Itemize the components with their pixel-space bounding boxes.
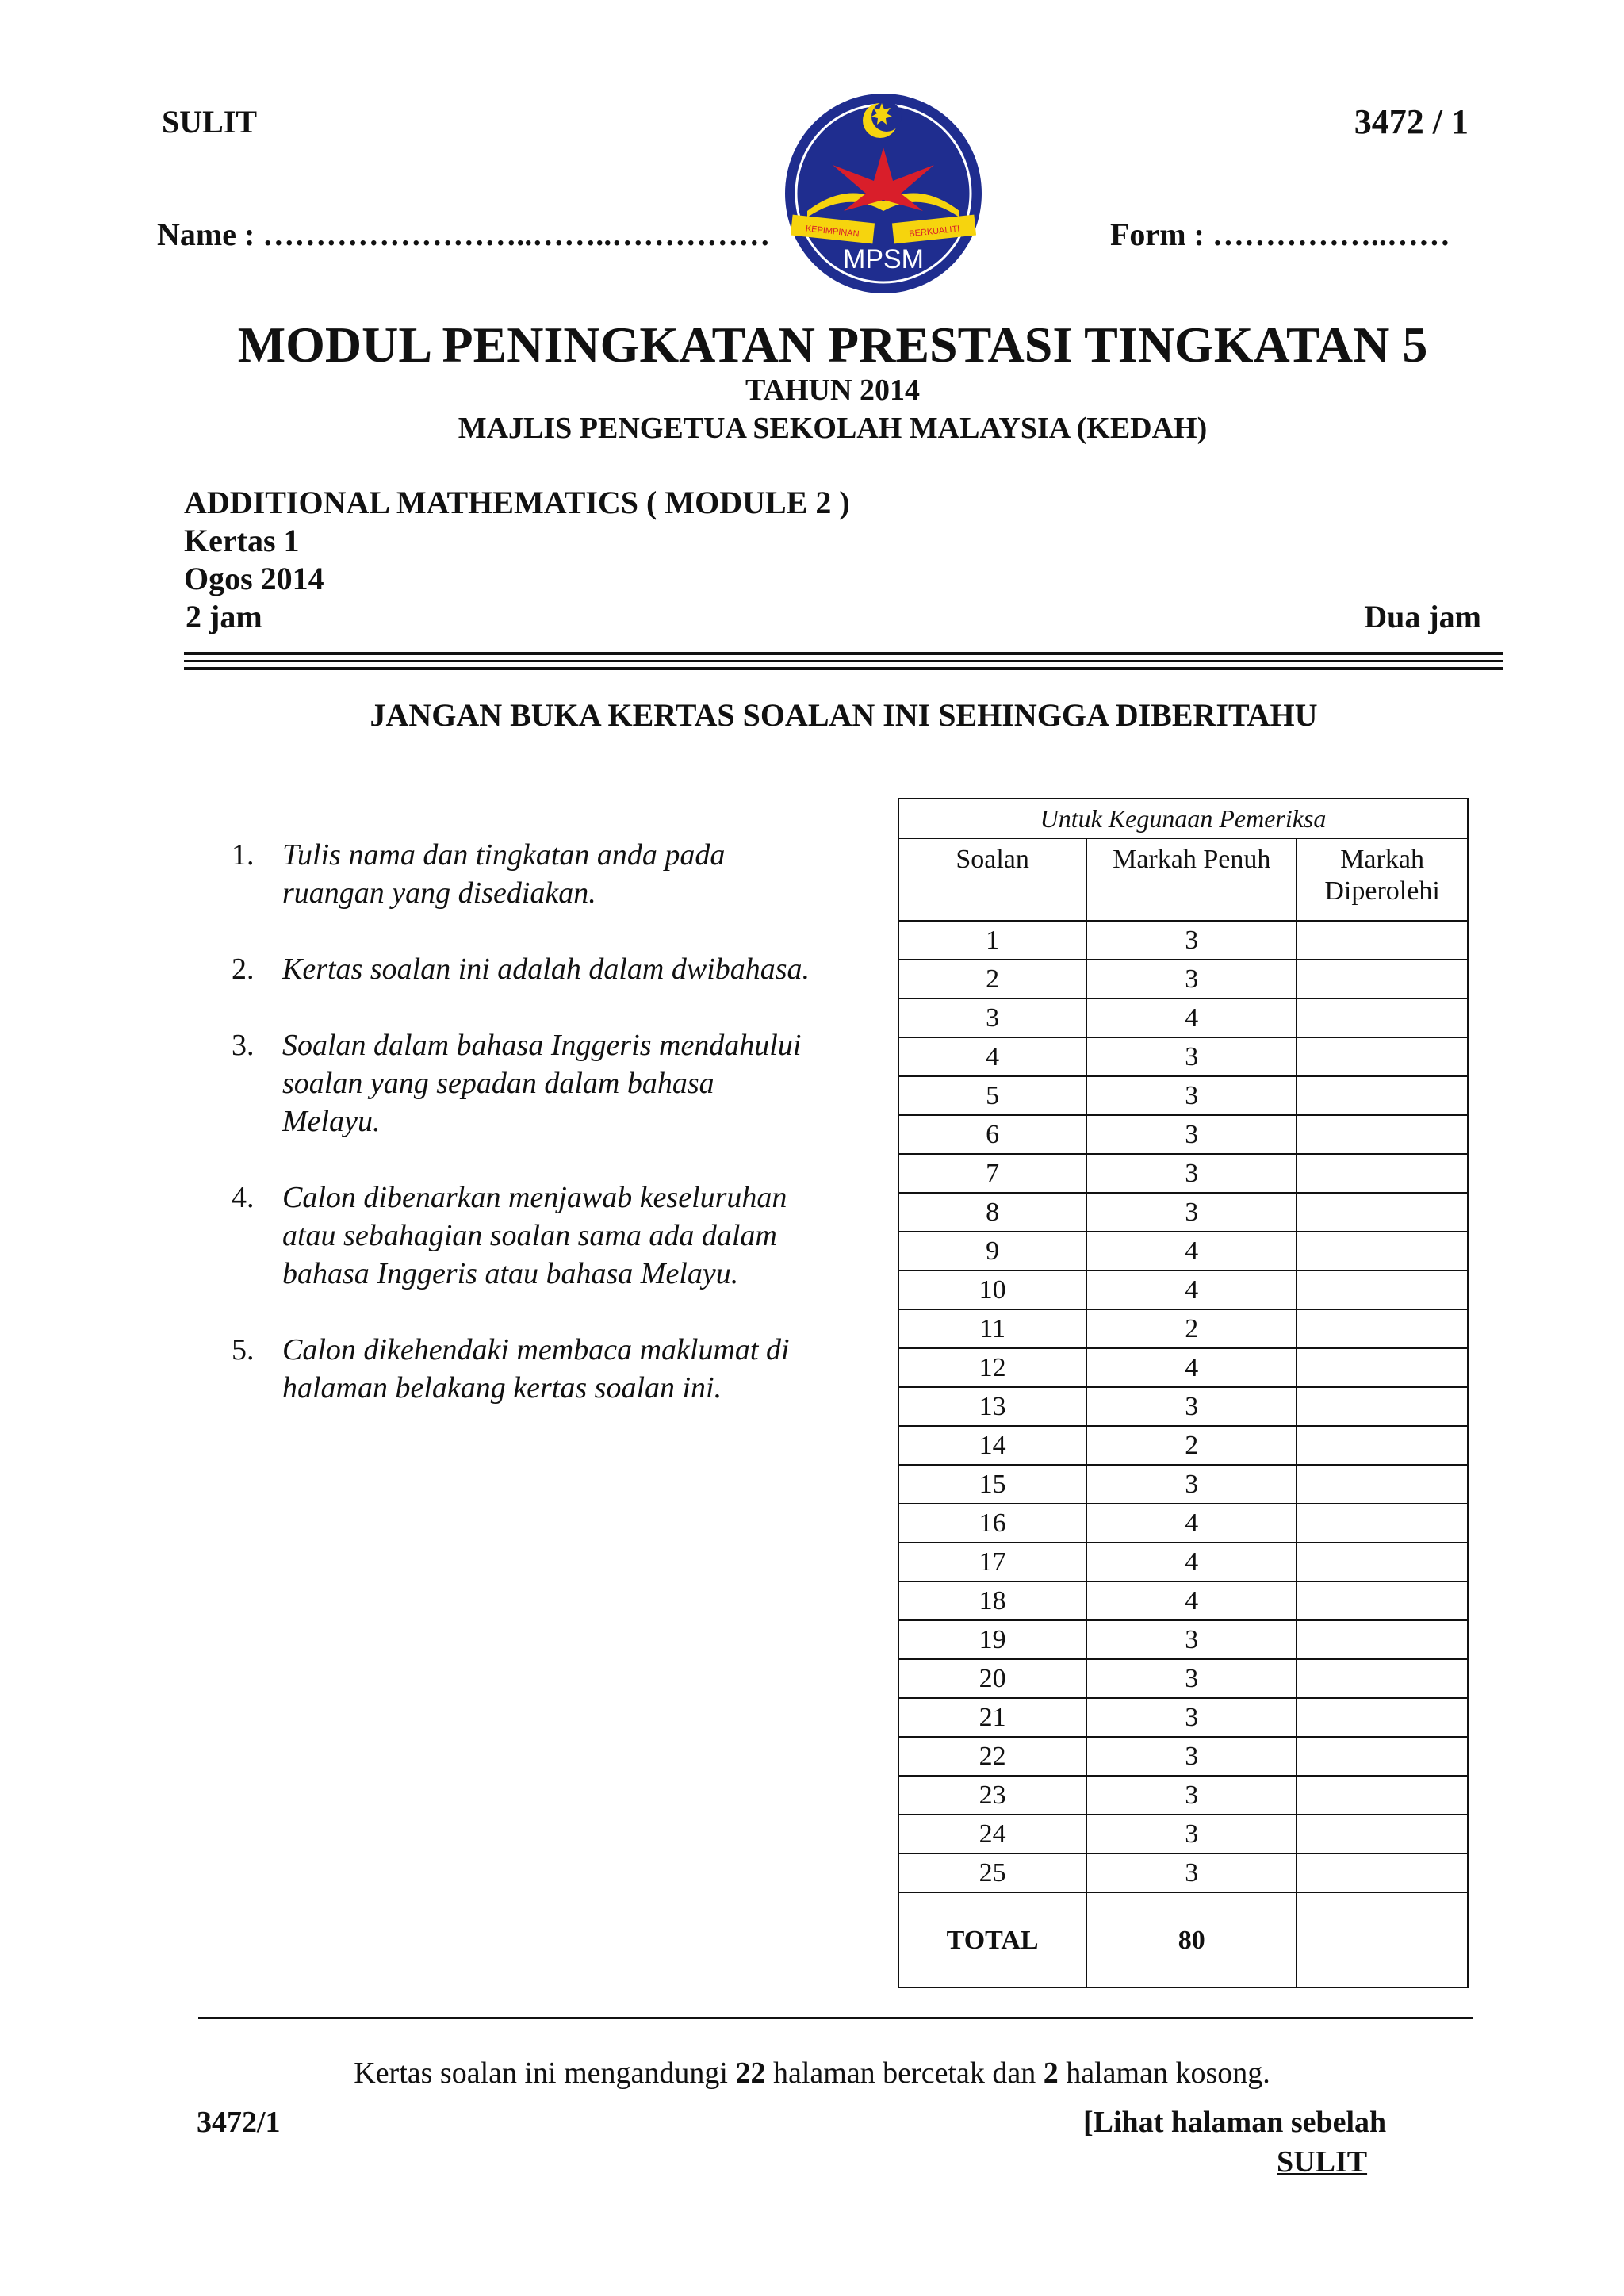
instruction-text: Soalan dalam bahasa Inggeris mendahului soalan yang sepadan dalam bahasa Melayu. [282,1029,802,1138]
table-row [899,1737,1467,1776]
note-text: halaman kosong. [1058,2056,1270,2090]
instruction-text: Kertas soalan ini adalah dalam dwibahasa. [282,953,810,986]
table-row [899,1776,1467,1815]
classification-label: SULIT [162,104,258,140]
full-marks: 3 [1086,1076,1297,1115]
printed-pages: 22 [735,2056,766,2090]
table-row [899,1309,1467,1348]
table-row [899,921,1467,960]
table-row [899,1348,1467,1387]
question-number: 5 [899,1076,1086,1115]
council-name: MAJLIS PENGETUA SEKOLAH MALAYSIA (KEDAH) [458,412,1208,445]
question-number: 6 [899,1115,1086,1154]
instructions-list [232,836,818,1445]
question-number: 20 [899,1659,1086,1698]
marks-obtained [1297,960,1467,999]
question-number: 25 [899,1853,1086,1892]
table-row [899,1426,1467,1465]
table-row [899,1465,1467,1504]
question-number: 1 [899,921,1086,960]
footer-classification: SULIT [1277,2145,1368,2179]
footer-paper-code: 3472/1 [197,2106,281,2139]
table-row [899,1853,1467,1892]
instruction-text: Calon dikehendaki membaca maklumat di halaman belakang kertas soalan ini. [282,1333,790,1405]
full-marks: 4 [1086,1543,1297,1581]
marks-obtained [1297,1737,1467,1776]
question-number: 9 [899,1232,1086,1271]
question-number: 15 [899,1465,1086,1504]
marks-obtained [1297,1659,1467,1698]
full-marks: 4 [1086,1504,1297,1543]
instruction-item [232,1179,818,1293]
marks-obtained [1297,1853,1467,1892]
full-marks: 3 [1086,1737,1297,1776]
divider [184,652,1503,655]
table-row [899,1620,1467,1659]
full-marks: 3 [1086,1037,1297,1076]
divider [184,660,1503,662]
full-marks: 3 [1086,921,1297,960]
full-marks: 2 [1086,1309,1297,1348]
full-marks: 3 [1086,1776,1297,1815]
marks-obtained [1297,1037,1467,1076]
instruction-item [232,1026,818,1140]
table-header-row [899,839,1467,921]
question-number: 8 [899,1193,1086,1232]
main-title: MODUL PENINGKATAN PRESTASI TINGKATAN 5 [237,316,1428,373]
question-number: 22 [899,1737,1086,1776]
marks-table [899,839,1467,1987]
full-marks: 4 [1086,1232,1297,1271]
table-row [899,1581,1467,1620]
question-number: 18 [899,1581,1086,1620]
question-number: 24 [899,1815,1086,1853]
table-row [899,1232,1467,1271]
table-row [899,1543,1467,1581]
instruction-text: Calon dibenarkan menjawab keseluruhan atau sebahagian soalan sama ada dalam bahasa Inggeris atau bahasa Melayu. [282,1181,787,1290]
footer-divider [198,2017,1473,2019]
question-number: 10 [899,1271,1086,1309]
total-label: TOTAL [899,1892,1086,1987]
subject-title: ADDITIONAL MATHEMATICS ( MODULE 2 ) [184,485,850,520]
table-row [899,1076,1467,1115]
full-marks: 4 [1086,1271,1297,1309]
marks-obtained [1297,1348,1467,1387]
table-row [899,1271,1467,1309]
duration-malay-left: 2 jam [186,599,262,634]
instruction-item [232,950,818,988]
table-row [899,1387,1467,1426]
header-marks-obtained: Markah Diperolehi [1297,839,1467,921]
note-text: halaman bercetak dan [765,2056,1044,2090]
form-field: Form : ……………..…… [1110,217,1450,252]
table-row [899,1698,1467,1737]
marks-obtained [1297,1581,1467,1620]
paper-code: 3472 / 1 [1354,102,1469,141]
instruction-number: 4. [232,1181,255,1214]
header-full-marks: Markah Penuh [1086,839,1297,921]
marks-obtained [1297,1620,1467,1659]
duration-malay-right: Dua jam [1364,599,1481,634]
instruction-item [232,836,818,912]
blank-pages: 2 [1043,2056,1059,2090]
full-marks: 3 [1086,1620,1297,1659]
question-number: 17 [899,1543,1086,1581]
question-number: 16 [899,1504,1086,1543]
table-row [899,960,1467,999]
marks-obtained [1297,1776,1467,1815]
marks-obtained [1297,1504,1467,1543]
marks-obtained [1297,1309,1467,1348]
table-row [899,1659,1467,1698]
page-count-note [0,2056,1624,2091]
marks-obtained [1297,1115,1467,1154]
marks-obtained [1297,1543,1467,1581]
note-text: Kertas soalan ini mengandungi [354,2056,736,2090]
full-marks: 2 [1086,1426,1297,1465]
total-obtained [1297,1892,1467,1987]
instruction-number: 1. [232,838,255,872]
exam-month: Ogos 2014 [184,561,324,596]
question-number: 3 [899,999,1086,1037]
full-marks: 3 [1086,1815,1297,1853]
full-marks: 3 [1086,1698,1297,1737]
full-marks: 4 [1086,1348,1297,1387]
header-question: Soalan [899,839,1086,921]
paper-number: Kertas 1 [184,523,300,558]
table-row [899,1115,1467,1154]
question-number: 4 [899,1037,1086,1076]
full-marks: 3 [1086,960,1297,999]
instruction-number: 2. [232,953,255,986]
marks-obtained [1297,1815,1467,1853]
table-row [899,999,1467,1037]
next-page-note: [Lihat halaman sebelah [1083,2106,1387,2139]
full-marks: 3 [1086,1387,1297,1426]
table-row [899,1815,1467,1853]
question-number: 11 [899,1309,1086,1348]
table-row [899,1504,1467,1543]
logo-ribbon-right: BERKUALITI [908,224,960,240]
marks-obtained [1297,999,1467,1037]
table-row [899,1037,1467,1076]
table-row [899,1154,1467,1193]
full-marks: 4 [1086,1581,1297,1620]
marks-obtained [1297,1426,1467,1465]
question-number: 19 [899,1620,1086,1659]
question-number: 12 [899,1348,1086,1387]
examiner-marks-table [898,798,1469,1988]
full-marks: 3 [1086,1154,1297,1193]
full-marks: 4 [1086,999,1297,1037]
question-number: 7 [899,1154,1086,1193]
full-marks: 3 [1086,1465,1297,1504]
question-number: 13 [899,1387,1086,1426]
instruction-item [232,1331,818,1407]
total-row [899,1892,1467,1987]
question-number: 2 [899,960,1086,999]
marks-obtained [1297,1232,1467,1271]
logo-text: MPSM [843,244,924,274]
marks-obtained [1297,1154,1467,1193]
full-marks: 3 [1086,1853,1297,1892]
full-marks: 3 [1086,1115,1297,1154]
marks-obtained [1297,921,1467,960]
exam-year: TAHUN 2014 [745,374,920,407]
marks-obtained [1297,1387,1467,1426]
full-marks: 3 [1086,1193,1297,1232]
marks-obtained [1297,1193,1467,1232]
table-caption: Untuk Kegunaan Pemeriksa [899,799,1467,839]
instruction-number: 5. [232,1333,255,1366]
mpsm-logo [783,92,983,295]
table-row [899,1193,1467,1232]
name-field: Name : ……………………..……..…………… [157,217,771,252]
marks-obtained [1297,1465,1467,1504]
instruction-number: 3. [232,1029,255,1062]
divider [184,667,1503,670]
question-number: 14 [899,1426,1086,1465]
total-value: 80 [1086,1892,1297,1987]
logo-ribbon-left: KEPIMPINAN [805,224,860,240]
question-number: 21 [899,1698,1086,1737]
marks-obtained [1297,1271,1467,1309]
question-number: 23 [899,1776,1086,1815]
instruction-text: Tulis nama dan tingkatan anda pada ruangan yang disediakan. [282,838,726,910]
full-marks: 3 [1086,1659,1297,1698]
marks-obtained [1297,1076,1467,1115]
warning-notice: JANGAN BUKA KERTAS SOALAN INI SEHINGGA DIBERITAHU [370,697,1318,733]
marks-obtained [1297,1698,1467,1737]
